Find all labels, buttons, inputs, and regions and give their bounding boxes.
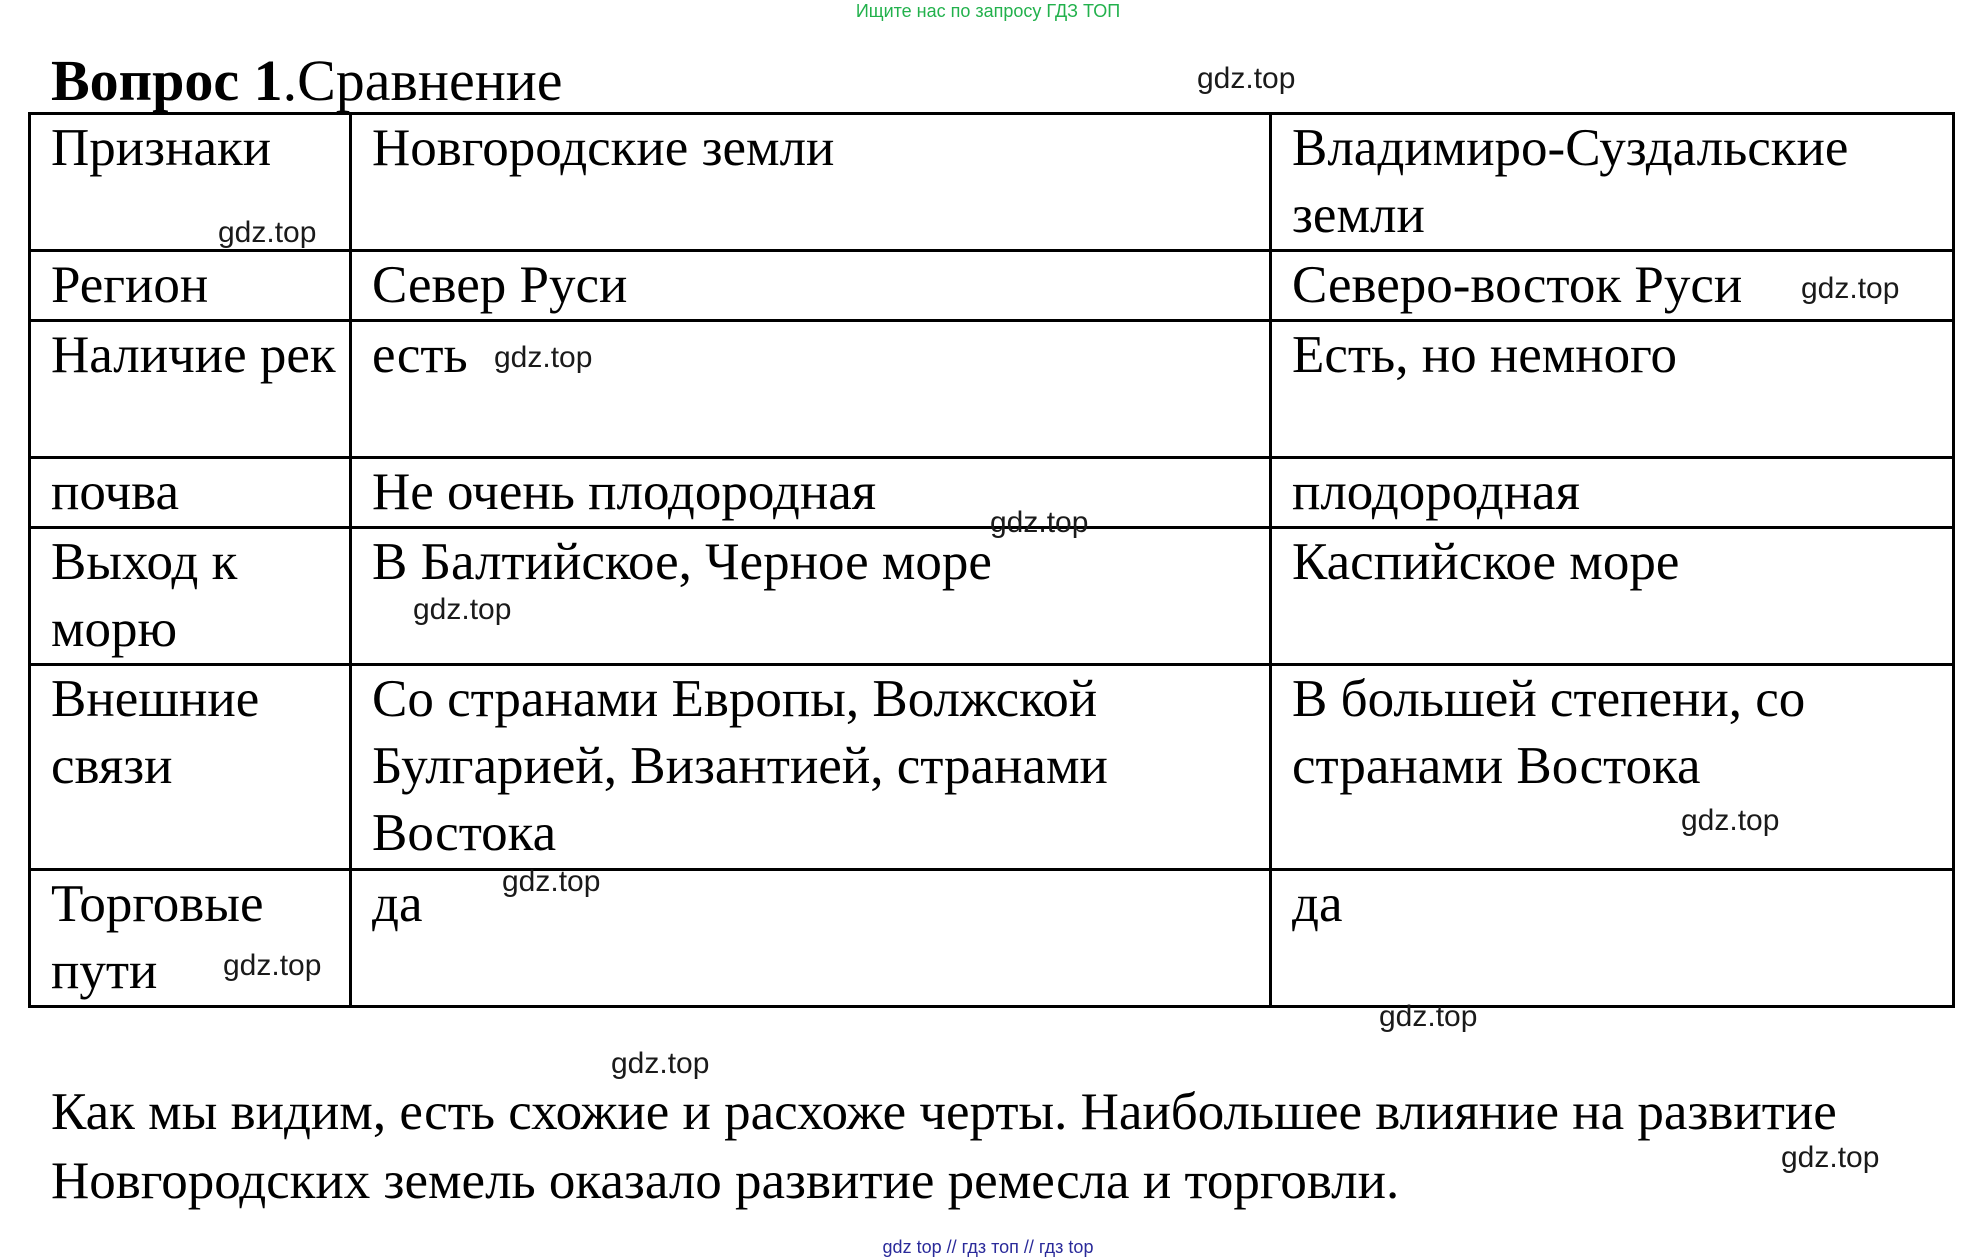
feature-cell: Наличие рек [30, 321, 351, 458]
watermark: gdz.top [223, 949, 322, 982]
watermark: gdz.top [611, 1047, 710, 1080]
watermark: gdz.top [494, 341, 593, 374]
question-title [51, 48, 563, 114]
feature-cell: Выход к морю [30, 528, 351, 665]
header-cell: Новгородские земли [351, 114, 1271, 251]
watermark: gdz.top [1801, 272, 1900, 305]
watermark: gdz.top [990, 506, 1089, 539]
novgorod-cell: да [351, 870, 1271, 1007]
table-row [30, 528, 1954, 665]
novgorod-cell: Север Руси [351, 251, 1271, 321]
header-cell: Владимиро-Суздальские земли [1271, 114, 1954, 251]
vladimir-cell: Северо-восток Руси [1271, 251, 1954, 321]
watermark: gdz.top [1197, 62, 1296, 95]
feature-cell: Торговые пути [30, 870, 351, 1007]
footer-note: gdz top // гдз топ // гдз top [882, 1237, 1094, 1257]
feature-cell: Внешние связи [30, 665, 351, 870]
watermark: gdz.top [218, 216, 317, 249]
vladimir-cell: В большей степени, со странами Востока [1271, 665, 1954, 870]
watermark: gdz.top [1781, 1141, 1880, 1174]
table-row [30, 251, 1954, 321]
watermark: gdz.top [502, 865, 601, 898]
question-number: Вопрос 1 [51, 48, 283, 113]
table-row [30, 321, 1954, 458]
watermark: gdz.top [1681, 804, 1780, 837]
vladimir-cell: Каспийское море [1271, 528, 1954, 665]
header-cell: Признаки [30, 114, 351, 251]
table-row [30, 665, 1954, 870]
novgorod-cell: В Балтийское, Черное море [351, 528, 1271, 665]
question-topic: .Сравнение [282, 48, 563, 113]
watermark: gdz.top [413, 593, 512, 626]
top-search-note: Ищите нас по запросу ГДЗ ТОП [855, 1, 1121, 21]
feature-cell: почва [30, 458, 351, 528]
comparison-table [28, 112, 1955, 1008]
novgorod-cell: Не очень плодородная [351, 458, 1271, 528]
vladimir-cell: плодородная [1271, 458, 1954, 528]
novgorod-cell: есть [351, 321, 1271, 458]
novgorod-cell: Со странами Европы, Волжской Булгарией, Византией, странами Востока [351, 665, 1271, 870]
watermark: gdz.top [1379, 1000, 1478, 1033]
feature-cell: Регион [30, 251, 351, 321]
conclusion-text: Как мы видим, есть схожие и расхоже черты. Наибольшее влияние на развитие Новгородских земель оказало развитие ремесла и торговли. [51, 1083, 1837, 1210]
table-header-row [30, 114, 1954, 251]
table-row [30, 870, 1954, 1007]
vladimir-cell: Есть, но немного [1271, 321, 1954, 458]
vladimir-cell: да [1271, 870, 1954, 1007]
